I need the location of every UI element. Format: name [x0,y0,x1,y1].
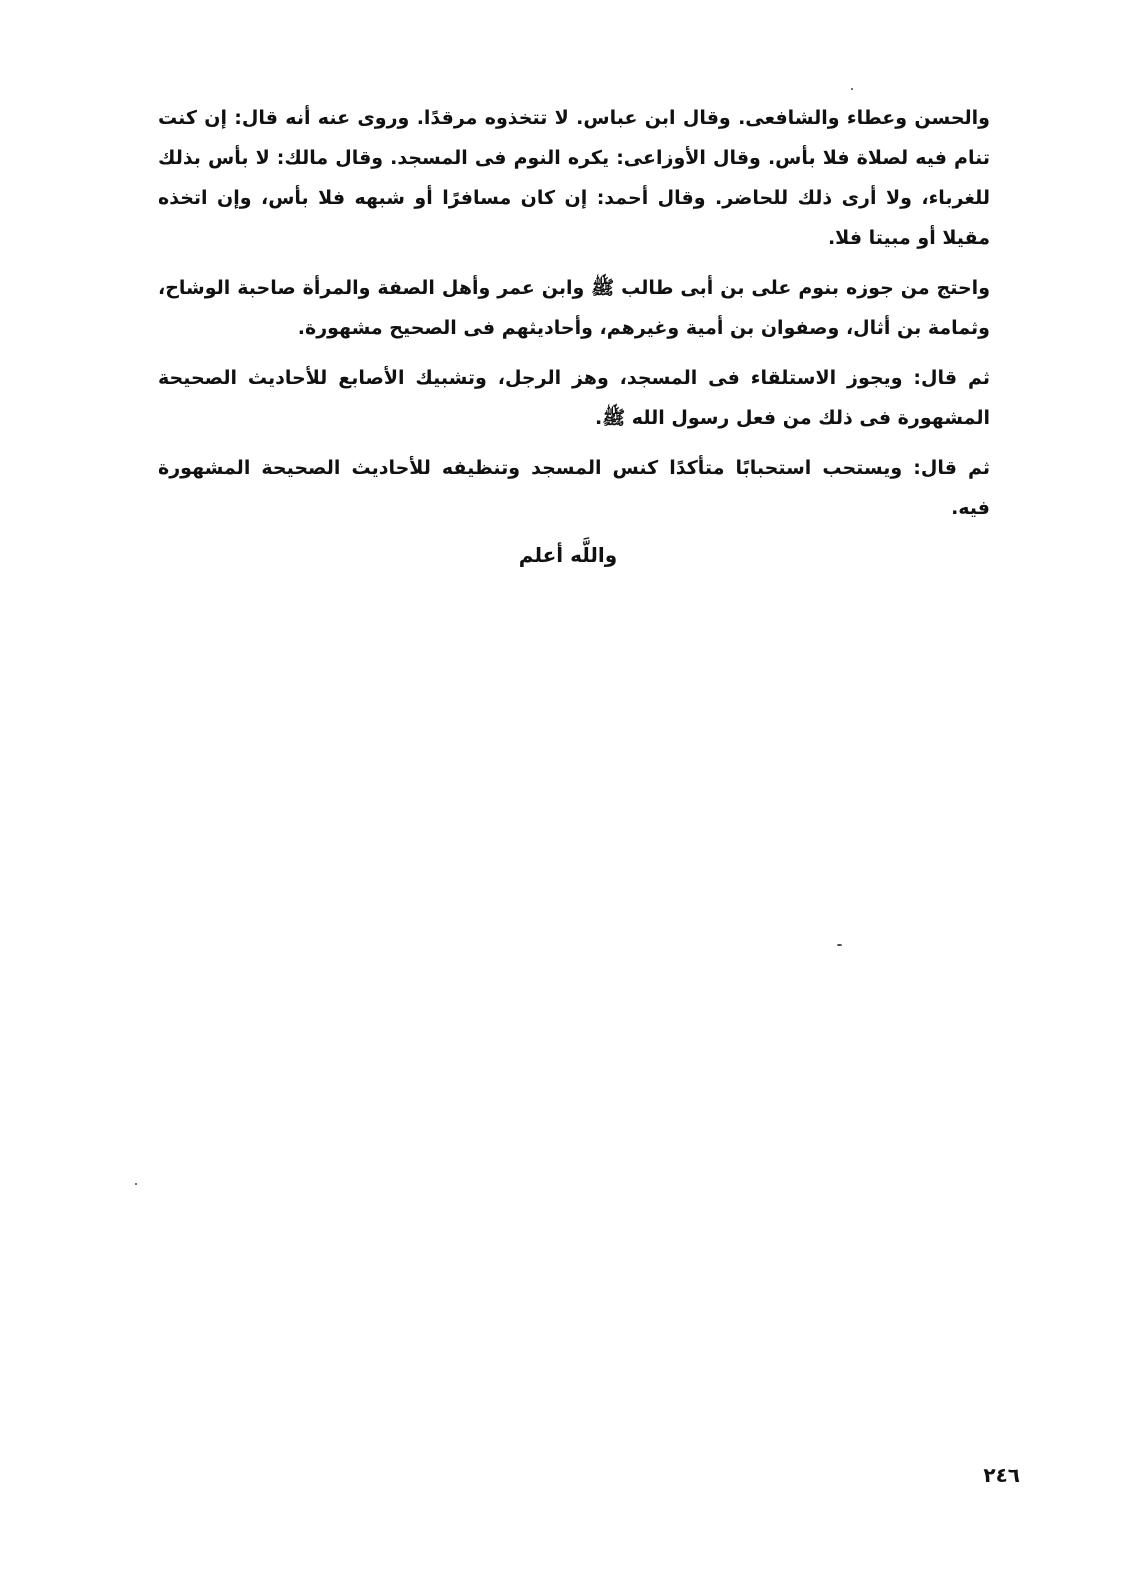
page-number: ٢٤٦ [983,1463,1020,1487]
scan-speck [837,944,842,946]
scan-speck [135,1183,137,1185]
paragraph-1: والحسن وعطاء والشافعى. وقال ابن عباس. لا تتخذوه مرقدًا. وروى عنه أنه قال: إن كنت تنام فيه لصلاة فلا بأس. وقال الأوزاعى: يكره النوم فى المسجد. وقال مالك: لا بأس بذلك للغرباء، ولا أرى ذلك للحاضر. وقال أحمد: إن كان مسافرًا أو شبهه فلا بأس، وإن اتخذه مقيلا أو مبيتا فلا. [158,107,990,249]
closing-phrase: واللَّه أعلم [518,543,618,567]
paragraph-2: واحتج من جوزه بنوم على بن أبى طالب ﷺ وابن عمر وأهل الصفة والمرأة صاحبة الوشاح، وثمامة بن أثال، وصفوان بن أمية وغيرهم، وأحاديثهم فى الصحيح مشهورة. [158,277,990,339]
paragraph-3: ثم قال: ويجوز الاستلقاء فى المسجد، وهز الرجل، وتشبيك الأصابع للأحاديث الصحيحة المشهورة فى ذلك من فعل رسول الله ﷺ. [158,367,990,429]
scan-speck [851,88,853,90]
paragraph-4: ثم قال: ويستحب استحبابًا متأكدًا كنس المسجد وتنظيفه للأحاديث الصحيحة المشهورة فيه. [158,457,990,519]
body-text [158,98,990,538]
